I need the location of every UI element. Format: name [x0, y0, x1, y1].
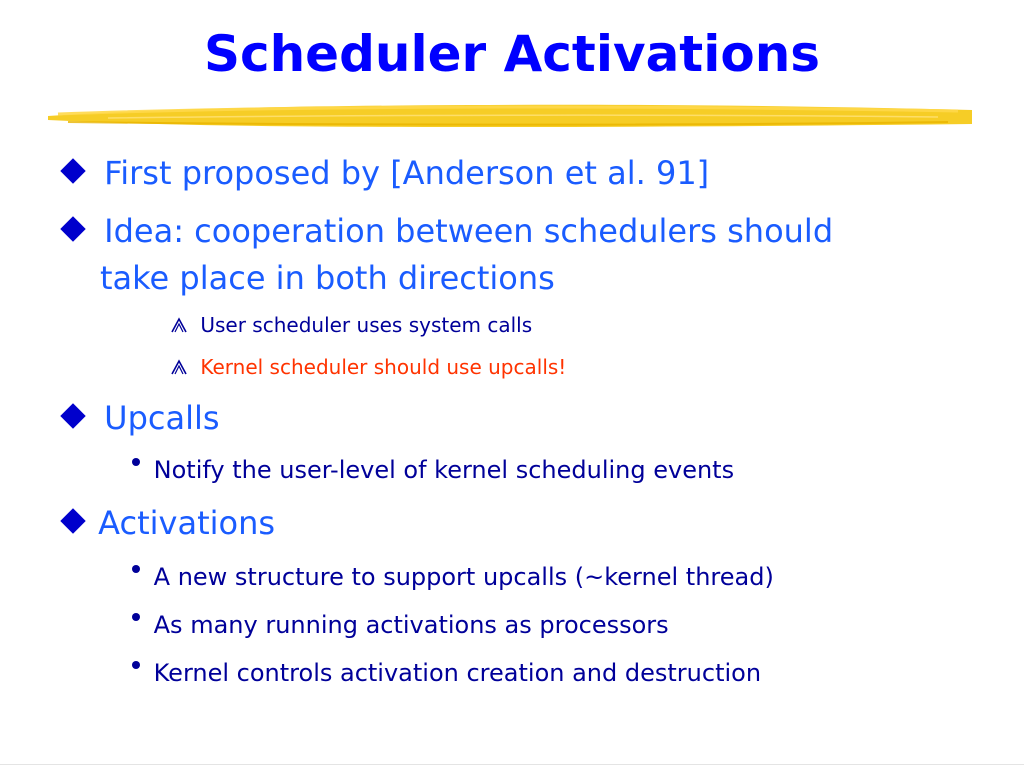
dot-bullet-icon	[132, 661, 140, 669]
sub-bullet-new-structure	[132, 562, 774, 592]
diamond-bullet-icon	[60, 216, 85, 241]
bullet-item-activations	[64, 504, 275, 542]
bullet-text: Kernel controls activation creation and destruction	[153, 659, 762, 687]
footer-divider	[0, 764, 1024, 765]
bullet-item-first-proposed	[64, 154, 709, 192]
caret-bullet-icon	[170, 359, 188, 375]
bullet-text: Activations	[98, 504, 276, 542]
slide-title: Scheduler Activations	[203, 25, 821, 83]
bullet-text: First proposed by [Anderson et al. 91]	[104, 154, 710, 192]
sub-bullet-as-many	[132, 610, 669, 640]
bullet-text: Idea: cooperation between schedulers should	[104, 212, 834, 250]
diamond-bullet-icon	[60, 158, 85, 183]
sub-bullet-notify	[132, 455, 734, 485]
bullet-text: Notify the user-level of kernel scheduling events	[153, 456, 735, 484]
diamond-bullet-icon	[60, 403, 85, 428]
bullet-item-idea	[64, 212, 833, 250]
sub-bullet-kernel-scheduler	[170, 354, 566, 380]
bullet-item-upcalls	[64, 399, 220, 437]
bullet-text: A new structure to support upcalls (~kernel thread)	[153, 563, 774, 591]
bullet-item-idea-continuation: take place in both directions	[100, 259, 555, 297]
bullet-text: Upcalls	[104, 399, 220, 437]
sub-bullet-kernel-controls	[132, 658, 761, 688]
bullet-text: Kernel scheduler should use upcalls!	[200, 355, 567, 379]
dot-bullet-icon	[132, 458, 140, 466]
title-underline-brush-icon	[48, 96, 972, 136]
bullet-text: As many running activations as processors	[153, 611, 669, 639]
sub-bullet-user-scheduler	[170, 312, 532, 338]
dot-bullet-icon	[132, 613, 140, 621]
caret-bullet-icon	[170, 317, 188, 333]
diamond-bullet-icon	[60, 508, 85, 533]
dot-bullet-icon	[132, 565, 140, 573]
bullet-text: User scheduler uses system calls	[200, 313, 533, 337]
